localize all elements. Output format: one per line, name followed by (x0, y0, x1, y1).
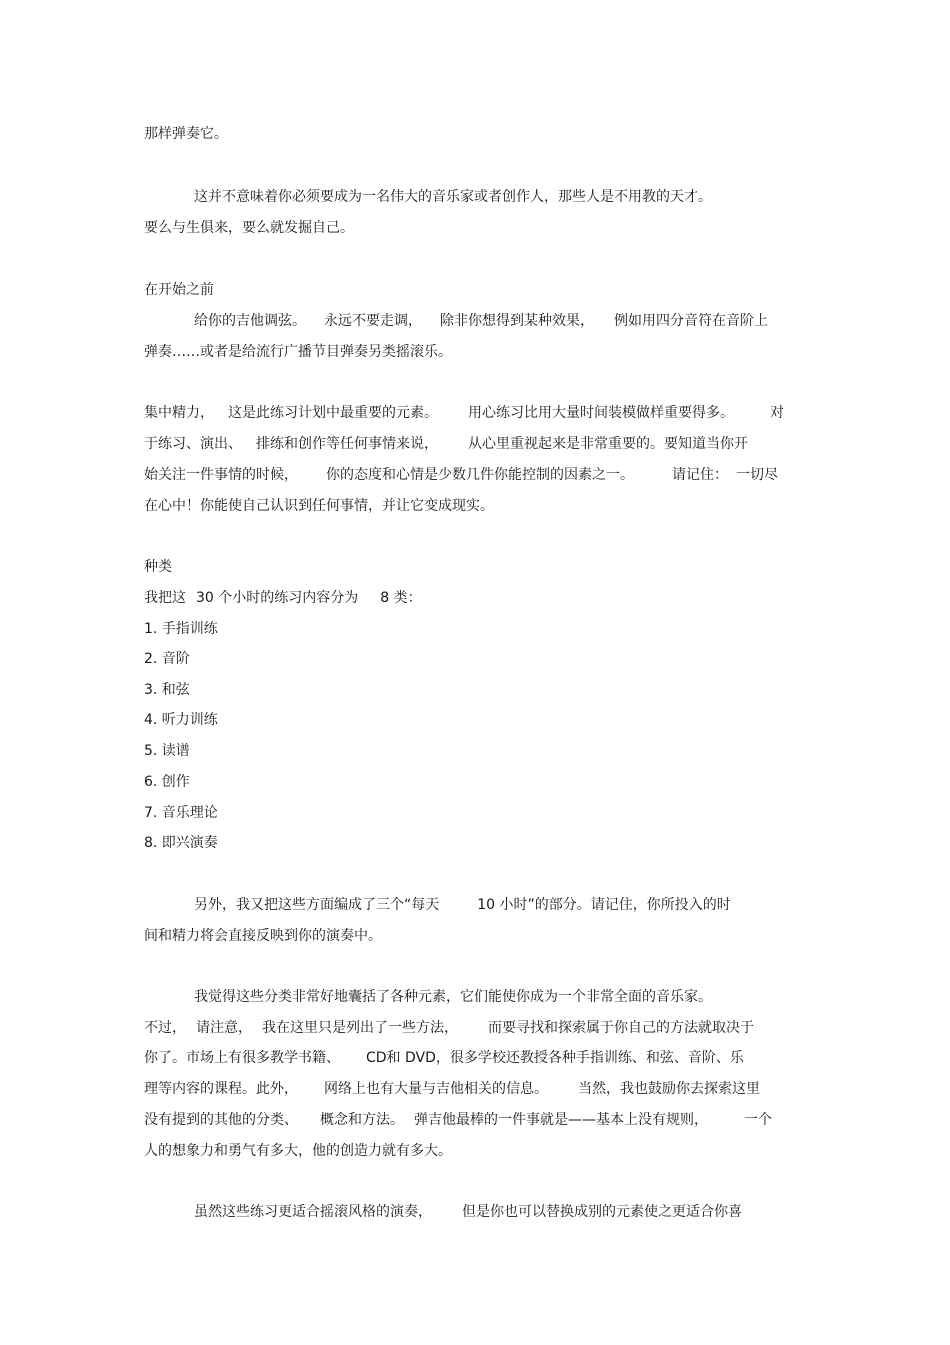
text-segment: 人的想象力和勇气有多大，他的创造力就有多大。 (144, 1143, 452, 1159)
text-segment: 而要寻找和探索属于你自己的方法就取决于 (488, 1020, 754, 1036)
paragraph-line (144, 1079, 760, 1099)
text-segment: 集中精力， (144, 405, 214, 421)
paragraph-line (144, 588, 422, 608)
text-segment: 当然，我也鼓励你去探索这里 (578, 1081, 760, 1097)
heading-text: 种类 (144, 559, 172, 575)
paragraph-line (144, 1048, 744, 1068)
list-item (144, 710, 218, 730)
text-segment: 始关注一件事情的时候， (144, 467, 298, 483)
list-item-text: 2. 音阶 (144, 651, 190, 667)
text-segment: 但是你也可以替换成别的元素使之更适合你喜 (462, 1204, 742, 1220)
text-segment: 10 小时”的部分。请记住，你所投入的时 (477, 897, 731, 913)
text-segment: 除非你想得到某种效果， (440, 313, 594, 329)
text-segment: 请注意， (196, 1020, 252, 1036)
text-segment: 概念和方法。 (320, 1112, 404, 1128)
text-segment: 永远不要走调， (324, 313, 422, 329)
section-heading-before-start (144, 280, 214, 300)
text-segment: 网络上也有大量与吉他相关的信息。 (324, 1081, 548, 1097)
text-segment: 从心里重视起来是非常重要的。要知道当你开 (468, 436, 748, 452)
text-segment: 这是此练习计划中最重要的元素。 (228, 405, 438, 421)
text-segment: 30 个小时的练习内容分为 (196, 590, 359, 606)
paragraph-line (144, 465, 778, 485)
text-segment: 你的态度和心情是少数几件你能控制的因素之一。 (326, 467, 634, 483)
list-item (144, 833, 218, 853)
text-segment: 那样弹奏它。 (144, 126, 228, 142)
text-segment: 不过， (144, 1020, 186, 1036)
heading-text: 在开始之前 (144, 282, 214, 298)
paragraph-line (144, 403, 784, 423)
paragraph-line (144, 496, 494, 516)
text-segment: 要么与生俱来，要么就发掘自己。 (144, 220, 354, 236)
text-segment: 虽然这些练习更适合摇滚风格的演奏， (194, 1204, 432, 1220)
paragraph-line (144, 1141, 452, 1161)
text-segment: 对 (770, 405, 784, 421)
text-segment: 我把这 (144, 590, 186, 606)
text-segment: 8 类： (380, 590, 422, 606)
list-item (144, 803, 218, 823)
paragraph-line (144, 124, 228, 144)
paragraph-line (194, 187, 712, 207)
paragraph-line (144, 1018, 754, 1038)
list-item (144, 741, 190, 761)
paragraph-line (194, 895, 731, 915)
text-segment: 间和精力将会直接反映到你的演奏中。 (144, 928, 382, 944)
list-item-text: 7. 音乐理论 (144, 805, 218, 821)
text-segment: 弹奏……或者是给流行广播节目弹奏另类摇滚乐。 (144, 344, 452, 360)
text-segment: 排练和创作等任何事情来说， (256, 436, 438, 452)
text-segment: 一个 (744, 1112, 772, 1128)
paragraph-line (144, 342, 452, 362)
text-segment: 我在这里只是列出了一些方法， (262, 1020, 458, 1036)
text-segment: 一切尽 (736, 467, 778, 483)
list-item-text: 6. 创作 (144, 774, 190, 790)
text-segment: 理等内容的课程。此外， (144, 1081, 298, 1097)
text-segment: 你了。市场上有很多教学书籍、 (144, 1050, 340, 1066)
text-segment: 我觉得这些分类非常好地囊括了各种元素，它们能使你成为一个非常全面的音乐家。 (194, 989, 712, 1005)
paragraph-line (144, 926, 382, 946)
list-item-text: 8. 即兴演奏 (144, 835, 218, 851)
text-segment: 弹吉他最棒的一件事就是——基本上没有规则， (414, 1112, 708, 1128)
text-segment: CD和 DVD，很多学校还教授各种手指训练、和弦、音阶、乐 (366, 1050, 744, 1066)
text-segment: 这并不意味着你必须要成为一名伟大的音乐家或者创作人，那些人是不用教的天才。 (194, 189, 712, 205)
list-item-text: 1. 手指训练 (144, 621, 218, 637)
text-segment: 于练习、演出、 (144, 436, 242, 452)
list-item (144, 772, 190, 792)
list-item (144, 619, 218, 639)
paragraph-line (144, 218, 354, 238)
text-segment: 给你的吉他调弦。 (194, 313, 306, 329)
list-item (144, 649, 190, 669)
text-segment: 在心中！你能使自己认识到任何事情，并让它变成现实。 (144, 498, 494, 514)
text-segment: 请记住： (672, 467, 728, 483)
section-heading-categories (144, 557, 172, 577)
paragraph-line (144, 434, 748, 454)
list-item-text: 3. 和弦 (144, 682, 190, 698)
list-item-text: 5. 读谱 (144, 743, 190, 759)
text-segment: 例如用四分音符在音阶上 (614, 313, 768, 329)
text-segment: 用心练习比用大量时间装模做样重要得多。 (468, 405, 734, 421)
list-item-text: 4. 听力训练 (144, 712, 218, 728)
list-item (144, 680, 190, 700)
paragraph-line (194, 987, 712, 1007)
text-segment: 另外，我又把这些方面编成了三个“每天 (194, 897, 440, 913)
paragraph-line (194, 311, 768, 331)
paragraph-line (194, 1202, 742, 1222)
paragraph-line (144, 1110, 772, 1130)
text-segment: 没有提到的其他的分类、 (144, 1112, 298, 1128)
